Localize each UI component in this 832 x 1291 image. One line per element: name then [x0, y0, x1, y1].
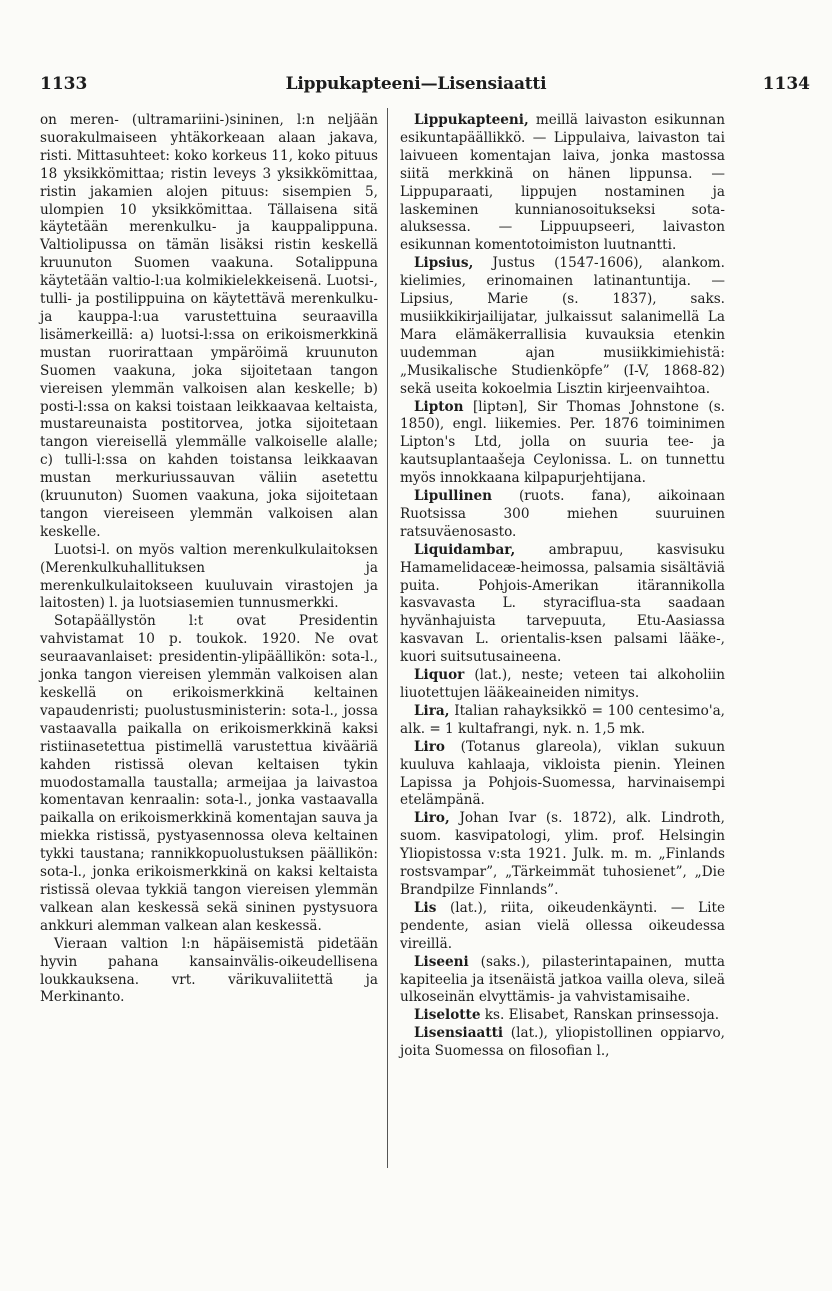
page-number-right: 1134: [762, 74, 810, 94]
entry-headword: Lipullinen: [414, 488, 493, 505]
entry-text: (saks.), pilasterintapainen, mutta kapiteelia ja itsenäistä jatkoa vailla oleva, sileä ulkoseinän elvyttämis- ja vahvistamisaihe.: [400, 953, 725, 1006]
right-column: [400, 112, 725, 1061]
entry-headword: Liselotte: [414, 1007, 481, 1024]
entry: [400, 112, 725, 255]
entry-text: (lat.), neste; veteen tai alkoholiin liuotettujen lääkeaineiden nimitys.: [400, 667, 725, 701]
entry-headword: Lis: [414, 899, 437, 916]
running-title: Lippukapteeni—Lisensiaatti: [285, 74, 547, 94]
entry: [400, 399, 725, 489]
left-column: [40, 112, 378, 1007]
entry-text: meillä laivaston esikunnan esikuntapäällikkö. — Lippulaiva, laivaston tai laivueen komentajan laiva, jonka mastossa siitä merkkinä on hänen lippunsa. — Lippuparaati, lippujen nostaminen ja laskeminen kunnianosoitukseksi sota-aluksessa. — Lippuupseeri, laivaston esikunnan komentotoimiston luutnantti.: [400, 112, 725, 254]
entry: [400, 703, 725, 739]
entry: [400, 255, 725, 398]
paragraph: Sotapäällystön l:t ovat Presidentin vahvistamat 10 p. toukok. 1920. Ne ovat seuraavanlaiset: presidentin-ylipäällikön: sota-l., jonka tangon viereisen ylemmän valkoisen alan keskellä on erikoismerkkinä keltainen vapaudenristi; puolustusministerin: sota-l., jossa vastaavalla paikalla on erikoismerkkinä kaksi ristiinasetettua pistimellä varustettua kivääriä kahden ristissä olevan keltaisen tykin muodostamalla taustalla; armeijaa ja laivastoa komentavan kenraalin: sota-l., jonka vastaavalla paikalla on erikoismerkkinä komentajan sauva ja miekka ristissä, pystyasennossa oleva keltainen tykki taustana; rannikkopuolustuksen päällikön: sota-l., jonka erikoismerkkinä on kaksi keltaista ristissä olevaa tykkiä tangon viereisen ylemmän valkean alan keskessä sekä sininen pystysuora ankkuri alemman valkean alan keskessä.: [40, 613, 378, 934]
entry-text: (Totanus glareola), viklan sukuun kuuluva kahlaaja, vikloista pienin. Yleinen Lapissa ja Pohjois-Suomessa, harvinaisempi etelämpänä.: [400, 738, 725, 809]
entry-text: (lat.), yliopistollinen oppiarvo, joita Suomessa on filosofian l.,: [400, 1025, 725, 1060]
paragraph: on meren- (ultramariini-)sininen, l:n neljään suorakulmaiseen yhtäkorkeaan alaan jakava, risti. Mittasuhteet: koko korkeus 11, koko pituus 18 yksikkömittaa; ristin leveys 3 yksikkömittaa, ristin jakamien alojen pituus: sisempien 5, ulompien 10 yksikkömittaa. Tällaisena sitä käytetään merenkulku- ja kauppalippuna. Valtiolipussa on tämän lisäksi ristin keskellä kruunuton Suomen vaakuna. Sotalippuna käytetään valtio-l:ua kolmikielekkeisenä. Luotsi-, tulli- ja postilippuina on käytettävä merenkulku- ja kauppa-l:ua varustettuina seuraavilla lisämerkeillä: a) luotsi-l:ssa on erikoismerkkinä mustan ruorirattaan ympäröimä kruunuton Suomen vaakuna, joka sijoitetaan tangon viereisen ylemmän valkoisen alan keskelle; b) posti-l:ssa on kaksi toistaan leikkaavaa keltaista, mustareunaista postitorvea, jotka sijoitetaan tangon viereisellä ylemmälle valkoiselle alalle; c) tulli-l:ssa on kahden toistansa leikkaavan mustan merkuriussauvan väliin asetettu (kruunuton) Suomen vaakuna, joka sijoitetaan tangon viereiseen ylemmän valkoisen alan keskelle.: [40, 112, 378, 540]
entry: [400, 1025, 725, 1061]
entry-text: ks. Elisabet, Ranskan prinsessoja.: [480, 1007, 720, 1024]
entry-headword: Lira,: [414, 702, 450, 719]
entry-headword: Liquidambar,: [414, 541, 516, 558]
entry-text: Johan Ivar (s. 1872), alk. Lindroth, suom. kasvipatologi, ylim. prof. Helsingin Yliopistossa v:sta 1921. Julk. m. m. „Finlands rostsvampar”, „Tärkeimmät tuhosienet”, „Die Brandpilze Finnlands”.: [400, 810, 725, 898]
page-header: [0, 74, 832, 100]
entry-text: [liptən], Sir Thomas Johnstone (s. 1850), engl. liikemies. Per. 1876 toiminimen Lipton's Ltd, jolla on suuria tee- ja kautsuplantaašeja Ceylonissa. L. on tunnettu myös innokkaana kilpapurjehtijana.: [400, 398, 725, 487]
entry-headword: Liseeni: [414, 953, 469, 970]
entry-headword: Lippukapteeni,: [414, 112, 529, 128]
paragraph: Luotsi-l. on myös valtion merenkulkulaitoksen (Merenkulkuhallituksen ja merenkulkulaitokseen kuuluvain virastojen ja laitosten) l. ja luotsiasemien tunnusmerkki.: [40, 541, 378, 612]
entry: [400, 810, 725, 900]
entry: [400, 739, 725, 811]
entry: [400, 900, 725, 954]
page-number-left: 1133: [40, 74, 88, 94]
entry: [400, 954, 725, 1008]
entry: [400, 667, 725, 703]
entry: [400, 1007, 725, 1025]
entry: [400, 488, 725, 542]
entry-text: Italian rahayksikkö = 100 centesimo'a, alk. = 1 kultafrangi, nyk. n. 1,5 mk.: [400, 702, 725, 737]
entry-headword: Liquor: [414, 667, 465, 684]
entry-text: (ruots. fana), aikoinaan Ruotsissa 300 miehen suuruinen ratsuväenosasto.: [400, 488, 725, 540]
column-divider: [387, 108, 388, 1168]
entry-text: ambrapuu, kasvisuku Hamamelidaceæ-heimossa, palsamia sisältäviä puita. Pohjois-Amerikan itärannikolla kasvavasta L. styraciflua-sta saadaan hyvänhajuista tarvepuuta, Etu-Aasiassa kasvavan L. orientalis-ksen palsami lääke-, kuori suitsutusaineena.: [400, 541, 725, 666]
entry-text: (lat.), riita, oikeudenkäynti. — Lite pendente, asian vielä ollessa oikeudessa vireillä.: [400, 899, 725, 952]
entry-headword: Liro,: [414, 810, 450, 827]
entry-headword: Lisensiaatti: [414, 1025, 504, 1042]
entry: [400, 542, 725, 667]
entry-headword: Liro: [414, 738, 445, 755]
paragraph: Vieraan valtion l:n häpäisemistä pidetään hyvin pahana kansainvälis-oikeudellisena loukkauksena. vrt. värikuvaliitettä ja Merkinanto.: [40, 935, 378, 1006]
entry-text: Justus (1547-1606), alankom. kielimies, erinomainen latinantuntija. — Lipsius, Marie (s. 1837), saks. musiikkikirjailijatar, julkaissut salanimellä La Mara elämäkerrallisia kuvauksia etenkin uudemman ajan musiikkimiehistä: „Musikalische Studienköpfe” (I-V, 1868-82) sekä useita kokoelmia Lisztin kirjeenvaihtoa.: [400, 255, 725, 397]
entry-headword: Lipsius,: [414, 255, 474, 272]
entry-headword: Lipton: [414, 398, 464, 415]
